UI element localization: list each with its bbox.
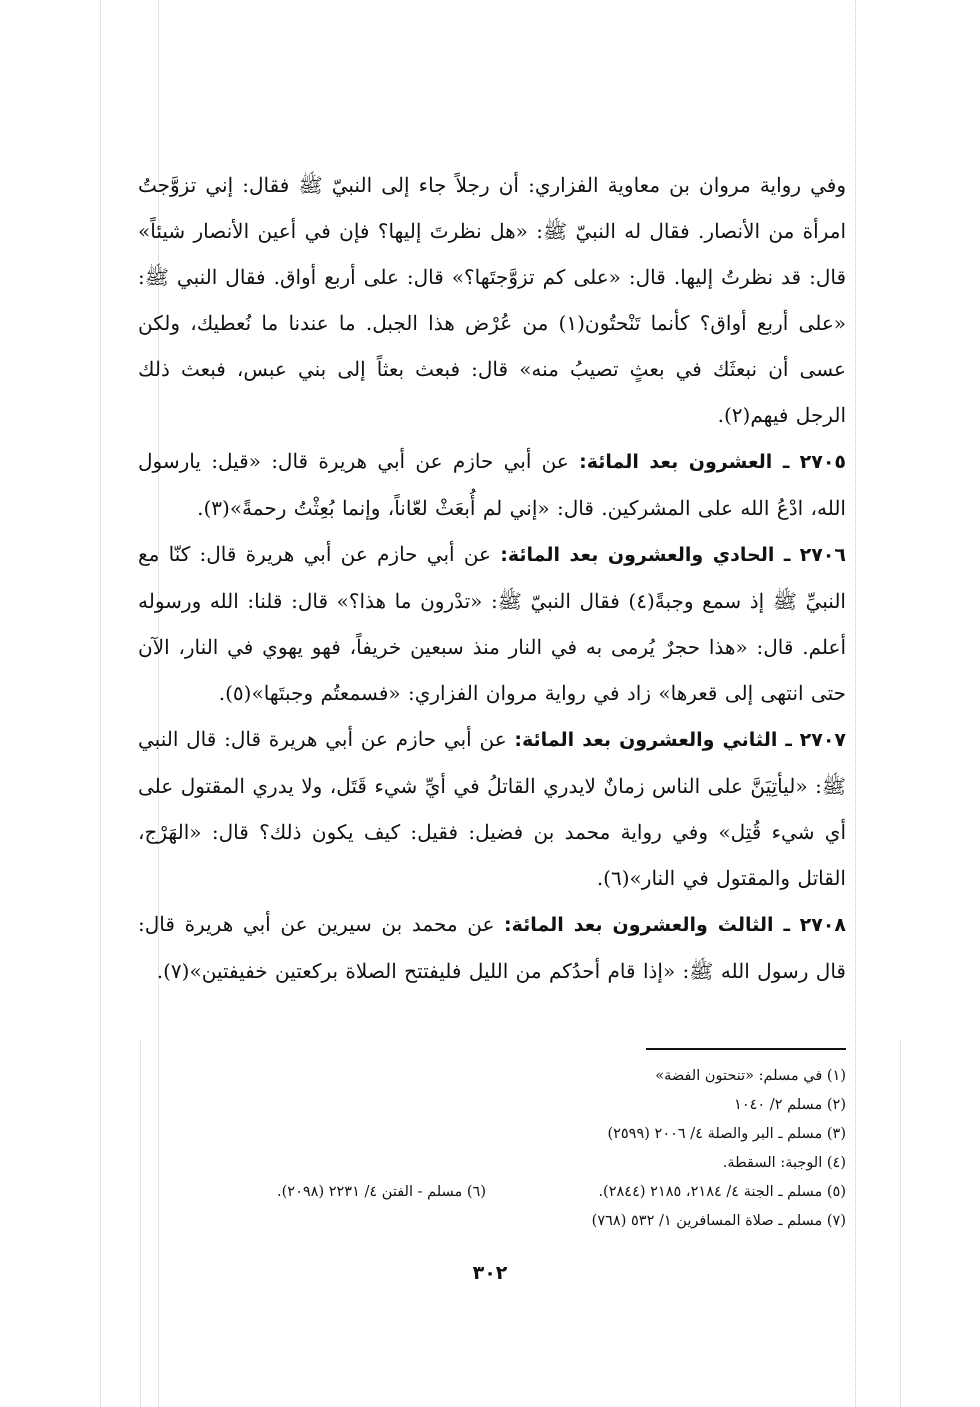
hadith-number: ٢٧٠٨ <box>799 914 846 936</box>
hadith-heading: ـ الحادي والعشرون بعد المائة: <box>500 544 791 566</box>
footnote-1: (١) في مسلم: «تنحتون الفضة» <box>655 1068 846 1084</box>
scan-guide-line <box>100 0 101 1407</box>
hadith-2707 <box>138 716 846 901</box>
footnote-4: (٤) الوجبة: السقطة. <box>722 1155 846 1171</box>
footnote-5: (٥) مسلم ـ الجنة ٤/ ٢١٨٤، ٢١٨٥ (٢٨٤٤). <box>598 1184 846 1200</box>
footnote-row <box>200 1207 846 1236</box>
hadith-text: عن أبي حازم عن أبي هريرة قال: قال النبي ﷺ: «ليأتِيَنَّ على الناس زمانٌ لايدري القاتلُ في أيِّ شيء قَتَل، ولا يدري المقتول على أي شيء قُتِل» وفي رواية محمد بن فضيل: فقيل: كيف يكون ذلك؟ قال: «الهَرْج، القاتل والمقتول في النار»(٦). <box>138 727 846 890</box>
hadith-2708 <box>138 901 846 994</box>
hadith-text: عن أبي حازم عن أبي هريرة قال: كنّا مع النبيِّ ﷺ إذ سمع وجبةً(٤) فقال النبيّ ﷺ: «تدْرون ما هذا؟» قال: قلنا: الله ورسوله أعلم. قال: «هذا حجرٌ يُرمى به في النار منذ سبعين خريفاً، فهو يهوي في النار، الآن حتى انتهى إلى قعرها» زاد في رواية مروان الفزاري: «فسمعتُم وجبتَها»(٥). <box>138 542 846 705</box>
footnote-row <box>200 1091 846 1120</box>
hadith-heading: ـ العشرون بعد المائة: <box>579 451 790 473</box>
hadith-number: ٢٧٠٥ <box>799 451 847 473</box>
hadith-heading: ـ الثاني والعشرون بعد المائة: <box>514 729 792 751</box>
footnote-row <box>200 1062 846 1091</box>
hadith-2706 <box>138 531 846 716</box>
hadith-number: ٢٧٠٦ <box>799 544 846 566</box>
scan-guide-line <box>900 1040 901 1407</box>
footnote-2: (٢) مسلم ٢/ ١٠٤٠ <box>734 1097 846 1113</box>
footnote-3: (٣) مسلم ـ البر والصلة ٤/ ٢٠٠٦ (٢٥٩٩) <box>607 1126 846 1142</box>
page-number: ٣٠٢ <box>472 1262 508 1284</box>
footnote-row <box>200 1120 846 1149</box>
hadith-number: ٢٧٠٧ <box>799 729 847 751</box>
footnote-7: (٧) مسلم ـ صلاة المسافرين ١/ ٥٣٢ (٧٦٨) <box>591 1213 846 1229</box>
footnote-row <box>200 1149 846 1178</box>
footnote-6: (٦) مسلم - الفتن ٤/ ٢٢٣١ (٢٠٩٨). <box>277 1184 486 1200</box>
footnote-row <box>200 1178 846 1207</box>
hadith-2705 <box>138 438 846 531</box>
scan-guide-line <box>140 1040 141 1407</box>
main-text <box>138 162 846 994</box>
footnotes <box>200 1062 846 1236</box>
hadith-text: عن أبي حازم عن أبي هريرة قال: «قيل: يارسول الله، ادْعُ الله على المشركين. قال: «إني لم أُبعَثْ لعّاناً، وإنما بُعِثْتُ رحمةً»(٣). <box>138 449 846 520</box>
scan-guide-line <box>855 0 856 1407</box>
footnote-divider <box>646 1048 846 1050</box>
hadith-text: عن محمد بن سيرين عن أبي هريرة قال: قال رسول الله ﷺ: «إذا قام أحدُكم من الليل فليفتتح الصلاة بركعتين خفيفتين»(٧). <box>138 912 846 983</box>
paragraph-intro <box>138 162 846 438</box>
paragraph-text: وفي رواية مروان بن معاوية الفزاري: أن رجلاً جاء إلى النبيّ ﷺ فقال: إني تزوَّجتُ امرأة من الأنصار. فقال له النبيّ ﷺ: «هل نظرتَ إليها؟ فإن في أعين الأنصار شيئاً» قال: قد نظرتُ إليها. قال: «على كم تزوَّجتَها؟» قال: على أربع أواق. فقال النبي ﷺ: «على أربع أواق؟ كأنما تَنْحتُون(١) من عُرْض هذا الجبل. ما عندنا ما نُعطيك، ولكن عسى أن نبعثَك في بعثٍ تصيبُ منه» قال: فبعث بعثاً إلى بني عبس، فبعث ذلك الرجل فيهم(٢). <box>138 173 846 427</box>
hadith-heading: ـ الثالث والعشرون بعد المائة: <box>504 914 790 936</box>
